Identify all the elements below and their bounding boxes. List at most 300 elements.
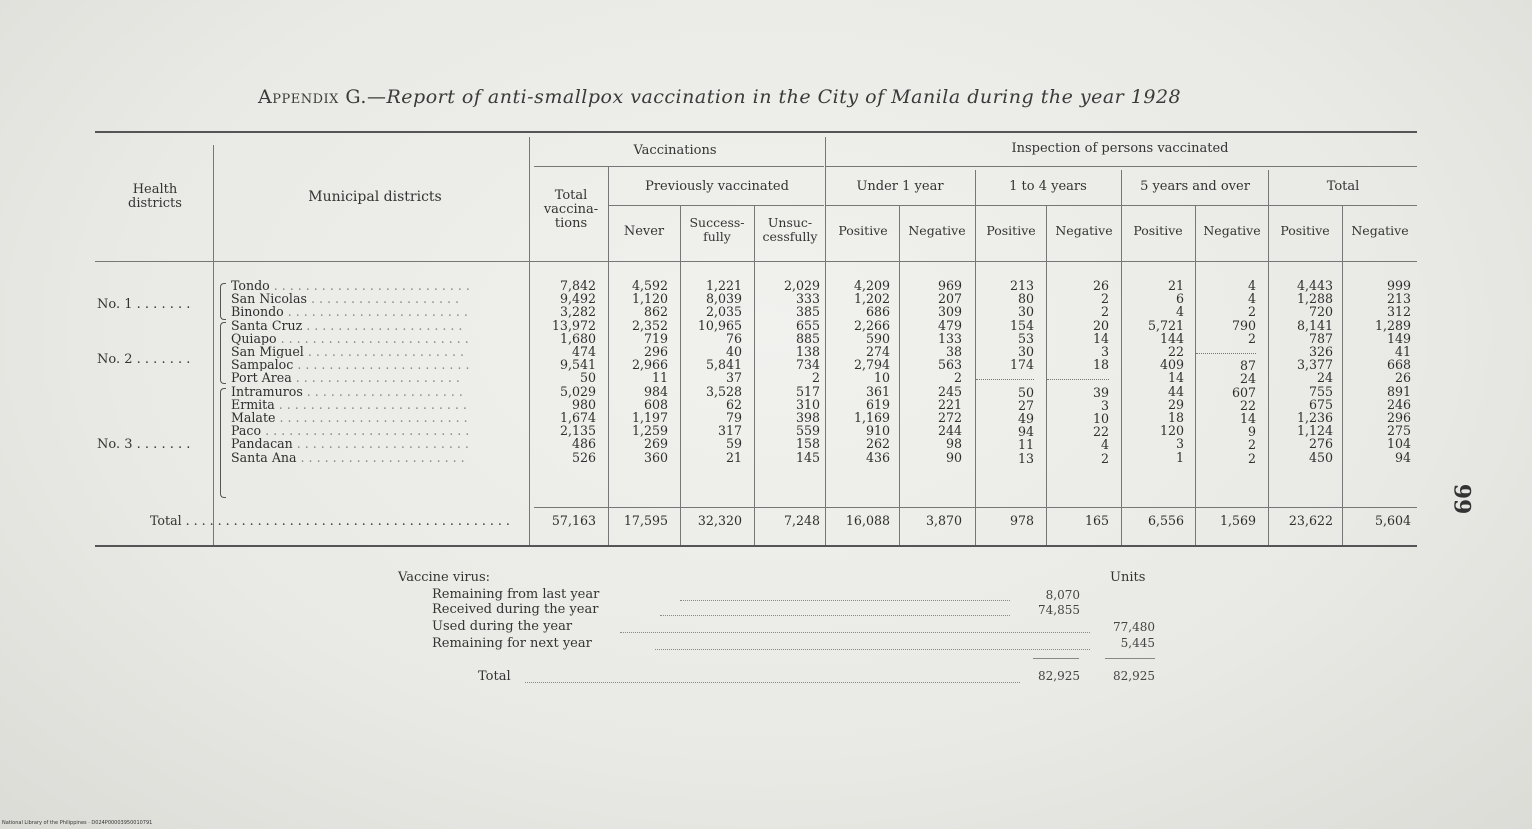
total-pos-value: 1,124 bbox=[1296, 423, 1333, 439]
one4-neg-cell bbox=[1047, 332, 1109, 345]
one4-neg-value: 2 bbox=[1100, 304, 1109, 320]
under1-neg-value: 207 bbox=[937, 291, 962, 307]
one4-pos-value: 49 bbox=[1017, 411, 1034, 427]
unsuccessfully-value: 517 bbox=[795, 383, 820, 399]
districts-value: Paco bbox=[231, 424, 262, 438]
districts-value: Sampaloc bbox=[231, 358, 294, 372]
five-neg-cell bbox=[1196, 345, 1256, 354]
total-vaccinations-value: 13,972 bbox=[551, 317, 596, 333]
total-pos-value: 675 bbox=[1308, 396, 1333, 412]
under1-pos-cell bbox=[826, 451, 890, 464]
successfully-value: 317 bbox=[717, 423, 742, 439]
col-total-negative bbox=[1343, 279, 1411, 464]
total-neg-cell bbox=[1343, 451, 1411, 464]
unsuccessfully-value: 398 bbox=[795, 410, 820, 426]
districts-cell bbox=[231, 398, 526, 411]
header-never: Never bbox=[623, 224, 665, 239]
successfully-value: 5,841 bbox=[705, 357, 742, 373]
table-bottom-rule bbox=[95, 545, 1417, 547]
never-value: 11 bbox=[651, 370, 668, 386]
one4-neg-cell bbox=[1047, 438, 1109, 451]
one4-pos-value: 11 bbox=[1017, 437, 1034, 453]
col-total-vaccinations bbox=[534, 279, 596, 464]
total-neg-value: 94 bbox=[1394, 449, 1411, 465]
total-positive-sum: 23,622 bbox=[1288, 513, 1333, 528]
districts-cell bbox=[231, 451, 526, 464]
total-row-label-text: Total bbox=[150, 513, 182, 528]
one4-pos-value: 94 bbox=[1017, 424, 1034, 440]
col-sep-1 bbox=[213, 145, 214, 545]
districts-value: Malate bbox=[231, 411, 276, 425]
under1-neg-value: 309 bbox=[937, 304, 962, 320]
five-neg-value: 22 bbox=[1239, 397, 1256, 413]
districts-cell bbox=[231, 332, 526, 345]
remaining-next-year-value: 5,445 bbox=[1120, 636, 1155, 650]
never-value: 984 bbox=[643, 383, 668, 399]
received-label: Received during the year bbox=[432, 602, 599, 617]
leader-dots-1 bbox=[680, 599, 1010, 601]
five-pos-value: 21 bbox=[1167, 278, 1184, 293]
under1-neg-cell bbox=[900, 451, 962, 464]
total-unsuccessfully-sum: 7,248 bbox=[783, 513, 820, 528]
col-under1-negative bbox=[900, 279, 962, 464]
five-neg-value: 607 bbox=[1231, 384, 1256, 400]
header-negative-2: Negative bbox=[1055, 223, 1113, 238]
leader-dots: . . . . . . . . . . . . . . . . . . . . . . . . bbox=[274, 397, 471, 412]
under1-neg-value: 245 bbox=[937, 383, 962, 399]
under1-neg-cell bbox=[900, 358, 962, 371]
total-5plus-negative-sum: 1,569 bbox=[1219, 513, 1256, 528]
successfully-value: 37 bbox=[725, 370, 742, 386]
districts-cell bbox=[231, 345, 526, 358]
five-neg-value: 24 bbox=[1239, 371, 1256, 387]
districts-value: Santa Ana bbox=[231, 450, 297, 464]
five-pos-cell bbox=[1122, 279, 1184, 292]
unsuccessfully-value: 158 bbox=[795, 436, 820, 452]
total-neg-value: 891 bbox=[1386, 383, 1411, 399]
health-district-no3: No. 3 . . . . . . . bbox=[97, 437, 191, 452]
under1-neg-value: 563 bbox=[937, 357, 962, 373]
one4-neg-value: 10 bbox=[1092, 411, 1109, 427]
successfully-value: 2,035 bbox=[705, 304, 742, 320]
brace-district-1 bbox=[220, 283, 226, 320]
total-vaccinations-value: 474 bbox=[571, 344, 596, 360]
districts-value: San Nicolas bbox=[231, 292, 307, 306]
leader-dots: . . . . . . . . . . . . . . . . . . . . . . . . bbox=[275, 411, 472, 425]
five-pos-cell bbox=[1122, 437, 1184, 450]
five-neg-value: 2 bbox=[1247, 330, 1256, 346]
one4-neg-value: 18 bbox=[1092, 357, 1109, 373]
five-neg-value: 4 bbox=[1247, 291, 1256, 307]
leader-dots: . . . . . . . . . . . . . . . . . . . . . bbox=[291, 371, 464, 385]
header-positive-1: Positive bbox=[838, 223, 888, 238]
received-value: 74,855 bbox=[1038, 603, 1080, 617]
under1-neg-value: 2 bbox=[953, 370, 962, 386]
header-positive-2: Positive bbox=[986, 223, 1036, 238]
total-neg-value: 296 bbox=[1386, 410, 1411, 426]
one4-pos-value: 50 bbox=[1017, 384, 1034, 400]
districts-cell bbox=[231, 319, 526, 332]
one4-pos-value: 53 bbox=[1017, 330, 1034, 346]
one4-neg-value: 3 bbox=[1100, 344, 1109, 360]
virus-total-left: 82,925 bbox=[1038, 669, 1080, 683]
never-value: 608 bbox=[643, 396, 668, 412]
remaining-next-year-label: Remaining for next year bbox=[432, 636, 592, 651]
under1-neg-value: 98 bbox=[945, 436, 962, 452]
group-rule-right bbox=[826, 166, 1417, 167]
never-value: 269 bbox=[643, 436, 668, 452]
five-neg-value: 2 bbox=[1247, 304, 1256, 320]
total-vaccinations-value: 5,029 bbox=[559, 383, 596, 399]
total-neg-value: 26 bbox=[1394, 370, 1411, 386]
health-district-no1: No. 1 . . . . . . . bbox=[97, 297, 191, 312]
header-positive-4: Positive bbox=[1280, 223, 1330, 238]
header-successfully: Success-fully bbox=[689, 215, 745, 244]
total-pos-cell bbox=[1269, 451, 1333, 464]
one4-neg-cell bbox=[1047, 279, 1109, 292]
successfully-value: 79 bbox=[725, 410, 742, 426]
total-vaccinations-value: 50 bbox=[579, 370, 596, 386]
total-pos-value: 8,141 bbox=[1296, 317, 1333, 333]
total-under1-negative-sum: 3,870 bbox=[925, 513, 962, 528]
never-value: 2,352 bbox=[631, 317, 668, 333]
total-pos-value: 276 bbox=[1308, 436, 1333, 452]
under1-pos-value: 2,794 bbox=[853, 357, 890, 373]
brace-district-2 bbox=[220, 322, 226, 384]
total-vaccinations-value: 1,674 bbox=[559, 410, 596, 426]
total-pos-value: 326 bbox=[1308, 344, 1333, 360]
header-vaccinations: Vaccinations bbox=[633, 143, 717, 158]
five-neg-cell bbox=[1196, 332, 1256, 345]
one4-neg-value: 26 bbox=[1092, 278, 1109, 293]
col-sep-2 bbox=[529, 137, 530, 545]
total-neg-value: 312 bbox=[1386, 304, 1411, 320]
never-value: 4,592 bbox=[631, 278, 668, 293]
header-previously-vaccinated: Previously vaccinated bbox=[645, 179, 789, 194]
total-1to4-negative-sum: 165 bbox=[1084, 513, 1109, 528]
districts-value: Pandacan bbox=[231, 437, 293, 451]
total-neg-value: 1,289 bbox=[1374, 317, 1411, 333]
col-never bbox=[608, 279, 668, 464]
used-value: 77,480 bbox=[1113, 620, 1155, 634]
one4-pos-cell bbox=[976, 358, 1034, 371]
unsuccessfully-value: 734 bbox=[795, 357, 820, 373]
five-pos-value: 44 bbox=[1167, 383, 1184, 399]
districts-cell bbox=[231, 358, 526, 371]
under1-neg-value: 133 bbox=[937, 330, 962, 346]
total-5plus-positive-sum: 6,556 bbox=[1147, 513, 1184, 528]
successfully-value: 40 bbox=[725, 344, 742, 360]
title-text: Report of anti-smallpox vaccination in the City of Manila during the year 1928 bbox=[386, 86, 1182, 108]
five-neg-cell bbox=[1196, 452, 1256, 465]
five-pos-value: 409 bbox=[1159, 357, 1184, 373]
one4-neg-cell bbox=[1047, 452, 1109, 465]
leader-dots: . . . . . . . . . . . . . . . . . . . . bbox=[303, 345, 468, 359]
under1-neg-value: 221 bbox=[937, 396, 962, 412]
one4-pos-value: 30 bbox=[1017, 304, 1034, 320]
districts-cell bbox=[231, 411, 526, 424]
districts-cell bbox=[231, 292, 526, 305]
header-municipal-districts: Municipal districts bbox=[308, 189, 442, 205]
unsuccessfully-value: 559 bbox=[795, 423, 820, 439]
leader-dots: . . . . . . . . . . . . . . . . . . . . . bbox=[296, 450, 469, 464]
unsuccessfully-value: 655 bbox=[795, 317, 820, 333]
one4-neg-cell bbox=[1047, 358, 1109, 371]
leader-dots: . . . . . . . . . . . . . . . . . . . . bbox=[302, 384, 467, 398]
header-1-to-4-years: 1 to 4 years bbox=[1009, 179, 1087, 194]
five-pos-value: 4 bbox=[1175, 304, 1184, 320]
one4-neg-value: 4 bbox=[1100, 437, 1109, 453]
health-district-no2: No. 2 . . . . . . . bbox=[97, 352, 191, 367]
under1-pos-value: 619 bbox=[865, 396, 890, 412]
leader-dots: . . . . . . . . . . . . . . . . . . . . . . bbox=[292, 437, 473, 451]
total-neg-value: 149 bbox=[1386, 330, 1411, 346]
total-neg-value: 246 bbox=[1386, 396, 1411, 412]
under1-pos-value: 1,202 bbox=[853, 291, 890, 307]
total-neg-value: 41 bbox=[1394, 344, 1411, 360]
col-1to4-negative bbox=[1047, 279, 1109, 465]
prev-vacc-rule bbox=[608, 205, 824, 206]
one4-neg-value: 14 bbox=[1092, 330, 1109, 346]
one4-neg-value: 3 bbox=[1100, 397, 1109, 413]
leader-dots: . . . . . . . . . . . . . . . . . . . . . . . . . bbox=[269, 279, 474, 293]
col-5plus-positive bbox=[1122, 279, 1184, 464]
total-successfully-sum: 32,320 bbox=[697, 513, 742, 528]
districts-value: Port Area bbox=[231, 371, 292, 385]
vaccine-virus-heading: Vaccine virus: bbox=[398, 570, 491, 585]
under1-pos-value: 262 bbox=[865, 436, 890, 452]
unsuccessfully-cell bbox=[754, 358, 820, 371]
under1-pos-value: 2,266 bbox=[853, 317, 890, 333]
unsuccessfully-value: 138 bbox=[795, 344, 820, 360]
health-district-no3-label: No. 3 bbox=[97, 437, 133, 452]
header-negative-1: Negative bbox=[908, 223, 966, 238]
total-vaccinations-value: 2,135 bbox=[559, 423, 596, 439]
never-value: 1,120 bbox=[631, 291, 668, 307]
successfully-value: 76 bbox=[725, 330, 742, 346]
header-bottom-rule bbox=[95, 261, 1417, 262]
total-under1-positive-sum: 16,088 bbox=[845, 513, 890, 528]
total-pos-value: 755 bbox=[1308, 383, 1333, 399]
unsuccessfully-value: 333 bbox=[795, 291, 820, 307]
one4-neg-value: 39 bbox=[1092, 384, 1109, 400]
one4-neg-cell bbox=[1047, 371, 1109, 380]
leader-dots: . . . . . . . . . . . . . . . . . . . . . . . bbox=[283, 305, 472, 319]
col-total-positive bbox=[1269, 279, 1333, 464]
districts-cell bbox=[231, 279, 526, 292]
leader-dots-4 bbox=[655, 648, 1090, 650]
total-vaccinations-sum: 57,163 bbox=[551, 513, 596, 528]
districts-cell bbox=[231, 437, 526, 450]
one4-pos-value: 13 bbox=[1017, 450, 1034, 466]
unsuccessfully-value: 2 bbox=[811, 370, 820, 386]
units-label: Units bbox=[1110, 570, 1146, 585]
districts-value: Binondo bbox=[231, 305, 284, 319]
districts-cell bbox=[231, 371, 526, 384]
leader-dots: . . . . . . . . . . . . . . . . . . . . . . . . bbox=[276, 331, 473, 346]
under1-pos-value: 1,169 bbox=[853, 410, 890, 426]
one4-pos-value: 27 bbox=[1017, 397, 1034, 413]
five-pos-value: 29 bbox=[1167, 396, 1184, 412]
one4-pos-value: 154 bbox=[1009, 317, 1034, 333]
header-health-districts: Health districts bbox=[128, 182, 182, 211]
sum-rule-left bbox=[1033, 658, 1079, 659]
five-pos-value: 18 bbox=[1167, 410, 1184, 426]
leader-dots-2 bbox=[660, 614, 1010, 616]
successfully-value: 3,528 bbox=[705, 383, 742, 399]
five-pos-value: 14 bbox=[1167, 370, 1184, 386]
five-pos-value: 120 bbox=[1159, 423, 1184, 439]
five-pos-value: 6 bbox=[1175, 291, 1184, 307]
footer-credit: National Library of the Philippines · D024P00003950010791 bbox=[2, 820, 153, 826]
districts-value: San Miguel bbox=[231, 345, 304, 359]
districts-value: Tondo bbox=[231, 279, 270, 293]
unsuccessfully-cell bbox=[754, 451, 820, 464]
total-neg-value: 999 bbox=[1386, 278, 1411, 293]
under1-pos-value: 436 bbox=[865, 449, 890, 465]
total-vaccinations-cell bbox=[534, 451, 596, 464]
one4-pos-value: 174 bbox=[1009, 357, 1034, 373]
title-lead: Appendix G.— bbox=[258, 86, 387, 108]
five-pos-value: 22 bbox=[1167, 344, 1184, 360]
total-row-label: Total . . . . . . . . . . . . . . . . . . . . . . . . . . . . . . . . . . . . . . . . . bbox=[150, 513, 510, 528]
under1-neg-value: 272 bbox=[937, 410, 962, 426]
five-pos-value: 1 bbox=[1175, 449, 1184, 465]
total-pos-value: 787 bbox=[1308, 330, 1333, 346]
one4-neg-cell bbox=[1047, 425, 1109, 438]
successfully-value: 8,039 bbox=[705, 291, 742, 307]
one4-pos-cell bbox=[976, 452, 1034, 465]
five-pos-cell bbox=[1122, 424, 1184, 437]
leader-dots: . . . . . . . . . . . . . . . . . . . . . . bbox=[293, 358, 474, 372]
leader-dots-5 bbox=[525, 681, 1020, 683]
never-value: 360 bbox=[643, 449, 668, 465]
under1-pos-value: 590 bbox=[865, 330, 890, 346]
five-neg-value: 4 bbox=[1247, 278, 1256, 293]
page-number: 99 bbox=[1448, 483, 1475, 515]
under1-neg-value: 479 bbox=[937, 317, 962, 333]
total-pos-value: 3,377 bbox=[1296, 357, 1333, 373]
header-5-years-over: 5 years and over bbox=[1140, 179, 1250, 194]
under1-pos-value: 910 bbox=[865, 423, 890, 439]
header-negative-3: Negative bbox=[1203, 223, 1261, 238]
under1-neg-value: 90 bbox=[945, 449, 962, 465]
virus-total-right: 82,925 bbox=[1113, 669, 1155, 683]
leader-dots: . . . . . . . . . . . . . . . . . . . . . . . . . . bbox=[261, 424, 474, 438]
total-vaccinations-value: 9,541 bbox=[559, 357, 596, 373]
leader-dots-3 bbox=[620, 631, 1090, 633]
districts-value: Ermita bbox=[231, 397, 275, 412]
five-pos-value: 5,721 bbox=[1147, 317, 1184, 333]
header-unsuccessfully: Unsuc-cessfully bbox=[762, 215, 818, 244]
never-value: 719 bbox=[643, 330, 668, 346]
total-pos-value: 24 bbox=[1316, 370, 1333, 386]
virus-total-label: Total bbox=[478, 669, 511, 684]
health-district-no2-label: No. 2 bbox=[97, 352, 133, 367]
under1-pos-value: 4,209 bbox=[853, 278, 890, 293]
total-pos-value: 4,443 bbox=[1296, 278, 1333, 293]
total-pos-value: 720 bbox=[1308, 304, 1333, 320]
header-under-1-year: Under 1 year bbox=[856, 179, 944, 194]
total-vaccinations-value: 486 bbox=[571, 436, 596, 452]
total-1to4-positive-sum: 978 bbox=[1009, 513, 1034, 528]
one4-neg-value: 2 bbox=[1100, 291, 1109, 307]
leader-dots: . . . . . . . . . . . . . . . . . . . bbox=[306, 292, 464, 306]
one4-pos-value: 213 bbox=[1009, 278, 1034, 293]
one4-neg-value: 22 bbox=[1092, 424, 1109, 440]
total-pos-value: 1,236 bbox=[1296, 410, 1333, 426]
five-neg-value: 14 bbox=[1239, 411, 1256, 427]
five-neg-value: 87 bbox=[1239, 358, 1256, 374]
under1-neg-value: 38 bbox=[945, 344, 962, 360]
five-pos-value: 144 bbox=[1159, 330, 1184, 346]
unsuccessfully-value: 885 bbox=[795, 330, 820, 346]
districts-value: Santa Cruz bbox=[231, 318, 303, 332]
under1-pos-value: 10 bbox=[873, 370, 890, 386]
total-pos-value: 450 bbox=[1308, 449, 1333, 465]
successfully-cell bbox=[680, 451, 742, 464]
districts-cell bbox=[231, 305, 526, 318]
header-negative-4: Negative bbox=[1351, 223, 1409, 238]
total-negative-sum: 5,604 bbox=[1374, 513, 1411, 528]
page-title bbox=[258, 86, 1278, 108]
successfully-value: 59 bbox=[725, 436, 742, 452]
col-1to4-positive bbox=[976, 279, 1034, 465]
col-districts bbox=[231, 279, 526, 464]
five-neg-value: 9 bbox=[1247, 424, 1256, 440]
one4-neg-value: 2 bbox=[1100, 450, 1109, 466]
col-unsuccessfully bbox=[754, 279, 820, 464]
total-vaccinations-value: 526 bbox=[571, 449, 596, 465]
successfully-value: 1,221 bbox=[705, 278, 742, 293]
remaining-last-year-label: Remaining from last year bbox=[432, 587, 600, 602]
total-vaccinations-value: 3,282 bbox=[559, 304, 596, 320]
brace-district-3 bbox=[220, 388, 226, 498]
total-neg-value: 104 bbox=[1386, 436, 1411, 452]
unsuccessfully-value: 310 bbox=[795, 396, 820, 412]
one4-neg-value: 20 bbox=[1092, 317, 1109, 333]
never-value: 1,197 bbox=[631, 410, 668, 426]
districts-cell bbox=[231, 385, 526, 398]
districts-value: Intramuros bbox=[231, 384, 303, 398]
total-neg-value: 668 bbox=[1386, 357, 1411, 373]
five-pos-cell bbox=[1122, 292, 1184, 305]
one4-neg-cell bbox=[1047, 386, 1109, 399]
under1-neg-value: 969 bbox=[937, 278, 962, 293]
never-value: 1,259 bbox=[631, 423, 668, 439]
sum-rule-right bbox=[1105, 658, 1155, 659]
unsuccessfully-value: 145 bbox=[795, 449, 820, 465]
districts-value: Quiapo bbox=[231, 331, 277, 346]
one4-pos-value: 80 bbox=[1017, 291, 1034, 307]
total-vaccinations-value: 9,492 bbox=[559, 291, 596, 307]
col-successfully bbox=[680, 279, 742, 464]
unsuccessfully-value: 385 bbox=[795, 304, 820, 320]
never-value: 296 bbox=[643, 344, 668, 360]
one4-neg-cell bbox=[1047, 292, 1109, 305]
never-value: 862 bbox=[643, 304, 668, 320]
successfully-value: 10,965 bbox=[697, 317, 742, 333]
header-positive-3: Positive bbox=[1133, 223, 1183, 238]
unsuccessfully-value: 2,029 bbox=[783, 278, 820, 293]
total-pos-value: 1,288 bbox=[1296, 291, 1333, 307]
under1-pos-value: 274 bbox=[865, 344, 890, 360]
under1-pos-value: 686 bbox=[865, 304, 890, 320]
one4-pos-value: 30 bbox=[1017, 344, 1034, 360]
leader-dots: . . . . . . . . . . . . . . . . . . . . bbox=[302, 318, 467, 332]
header-total: Total bbox=[1326, 179, 1360, 194]
five-pos-value: 3 bbox=[1175, 436, 1184, 452]
